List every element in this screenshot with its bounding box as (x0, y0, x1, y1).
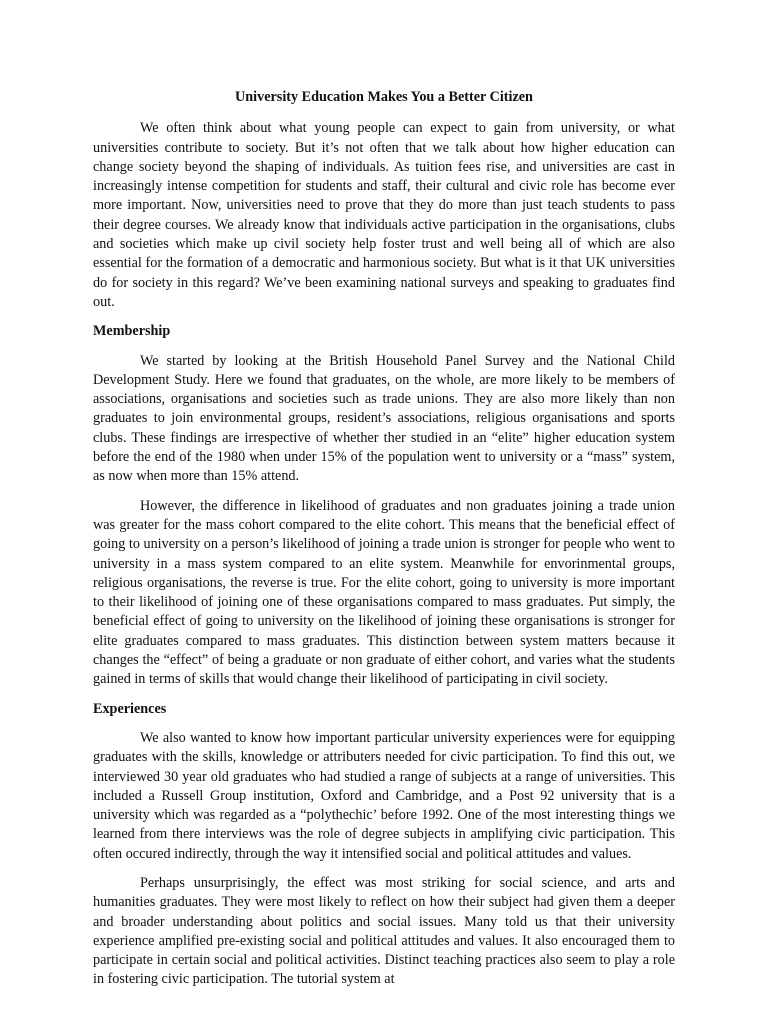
intro-paragraph: We often think about what young people can expect to gain from university, or what universities contribute to society. But it’s not often that we talk about how higher education can change society beyond the shaping of individuals. As tuition fees rise, and universities are cast in increasingly intense competition for students and staff, their cultural and civic role has become ever more important. Now, universities need to prove that they do more than just teach students to pass their degree courses. We already know that individuals active participation in the organisations, clubs and societies which make up civil society help foster trust and well being all of which are also essential for the formation of a democratic and harmonious society. But what is it that UK universities do for society in this regard? We’ve been examining national surveys and speaking to graduates find out. (93, 120, 675, 310)
document-page (93, 80, 675, 990)
section-heading-membership: Membership (93, 323, 171, 340)
experiences-paragraph-2: Perhaps unsurprisingly, the effect was most striking for social science, and arts and humanities graduates. They were most likely to reflect on how their subject had given them a deeper and broader understanding about politics and social issues. Many told us that their university experience amplified pre-existing social and political attitudes and values. It also encouraged them to participate in certain social and political activities. Distinct teaching practices also seem to play a role in fostering civic participation. The tutorial system at (93, 874, 675, 988)
membership-paragraph-1: We started by looking at the British Household Panel Survey and the National Child Development Study. Here we found that graduates, on the whole, are more likely to be members of associations, organisations and societies such as trade unions. They are also more likely than non graduates to join environmental groups, resident’s associations, religious organisations and sports clubs. These findings are irrespective of whether ther studied in an “elite” higher education system before the end of the 1980 when under 15% of the population went to university or a “mass” system, as now when more than 15% attend. (93, 352, 675, 485)
document-title: University Education Makes You a Better Citizen (235, 89, 533, 105)
experiences-paragraph-1: We also wanted to know how important particular university experiences were for equipping graduates with the skills, knowledge or attributers needed for civic participation. To find this out, we interviewed 30 year old graduates who had studied a range of subjects at a range of universities. This included a Russell Group institution, Oxford and Cambridge, and a Post 92 university that is a university which was regarded as a “polythechic’ before 1992. One of the most interesting things we learned from there interviews was the role of degree subjects in amplifying civic participation. This often occured indirectly, through the way it intensified social and political attitudes and values. (93, 729, 675, 862)
section-heading-experiences: Experiences (93, 700, 167, 717)
membership-paragraph-2: However, the difference in likelihood of graduates and non graduates joining a trade union was greater for the mass cohort compared to the elite cohort. This means that the beneficial effect of going to university on a person’s likelihood of joining a trade union is stronger for people who went to university in a mass system compared to an elite system. Meanwhile for envorinmental groups, religious organisations, the reverse is true. For the elite cohort, going to university is more important to their likelihood of joining one of these organisations compared to mass graduates. Put simply, the beneficial effect of going to university on the likelihood of joining these organisations is stronger for elite graduates compared to mass graduates. This distinction between system matters because it changes the “effect” of being a graduate or non graduate of either cohort, and varies what the students gained in terms of skills that would change their likelihood of participating in civil society. (93, 497, 675, 688)
